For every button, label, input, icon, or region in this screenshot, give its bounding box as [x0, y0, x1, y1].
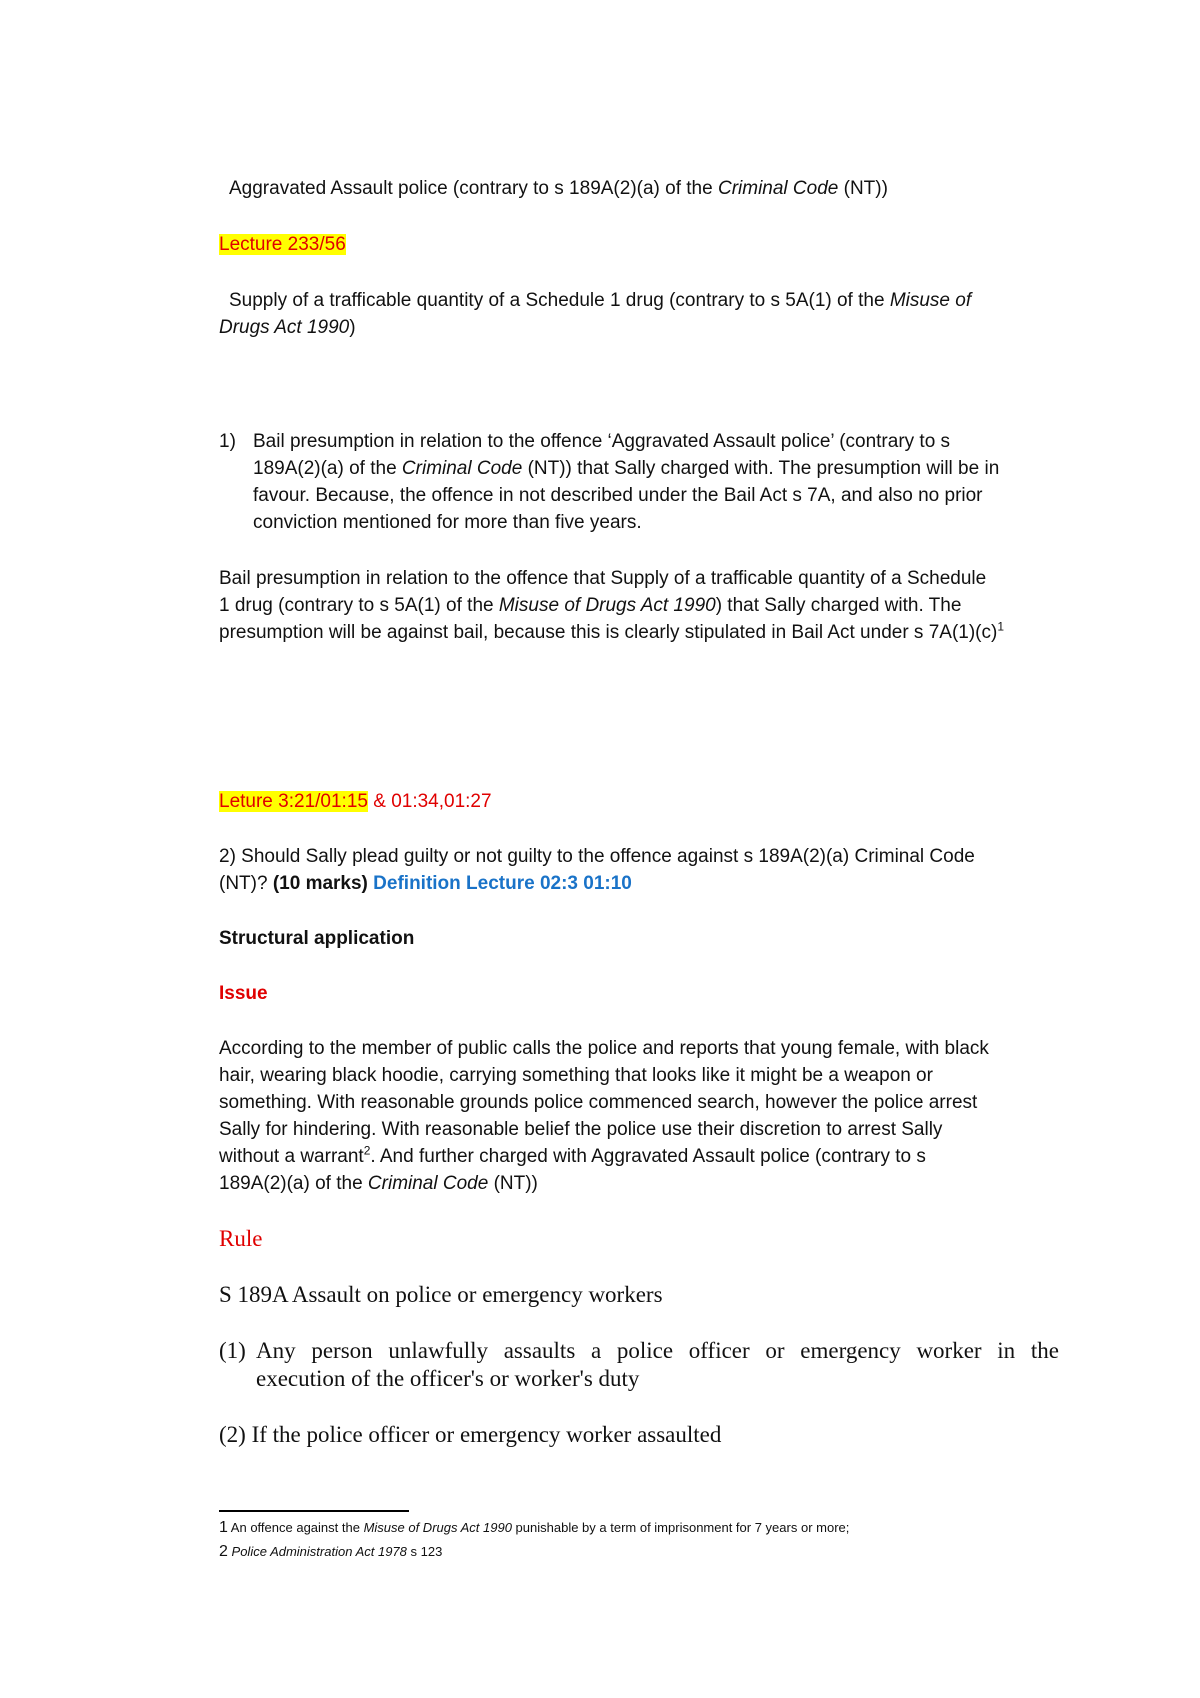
- para-text: 1 drug (contrary to s 5A(1) of the: [219, 595, 499, 616]
- act-name-part-1: Misuse of: [889, 290, 972, 311]
- footnote-number: 1: [219, 1519, 228, 1536]
- q2-line-1: 2) Should Sally plead guilty or not guilty to the offence against s 189A(2)(a) Criminal Code: [219, 846, 975, 867]
- lecture-reference-2: [219, 788, 1059, 815]
- act-name: Criminal Code: [367, 1173, 489, 1194]
- issue-text: 189A(2)(a) of the: [219, 1173, 368, 1194]
- issue-text-end: (NT)): [488, 1173, 538, 1194]
- footnote-1: [219, 1518, 1079, 1538]
- q2-line-2: [219, 870, 1059, 897]
- marks-label: (10 marks): [272, 873, 368, 894]
- para2-line-2: [219, 592, 1059, 619]
- heading-text-end: (NT)): [838, 178, 888, 199]
- rule-heading: Rule: [219, 1226, 263, 1251]
- issue-text: without a warrant: [219, 1146, 364, 1167]
- offence-heading-supply-cont: [219, 314, 1059, 341]
- footnote-number: 2: [219, 1543, 228, 1560]
- issue-line-4: Sally for hindering. With reasonable belief the police use their discretion to arrest Sally: [219, 1119, 943, 1140]
- offence-heading-aggravated-assault: [229, 175, 1069, 202]
- q1-number: 1): [219, 431, 236, 452]
- footnote-separator: [219, 1510, 409, 1512]
- sub1-line-2: execution of the officer's or worker's duty: [256, 1366, 640, 1391]
- act-name: Misuse of Drugs Act 1990: [363, 1520, 512, 1535]
- footnote-ref-1[interactable]: 1: [997, 619, 1005, 634]
- issue-line-6: [219, 1170, 1059, 1197]
- structural-application-heading: Structural application: [219, 928, 415, 949]
- q1-text-end: (NT)) that Sally charged with. The presumption will be in: [522, 458, 1000, 479]
- footnote-2: [219, 1542, 1079, 1562]
- q1-line-1: Bail presumption in relation to the offence ‘Aggravated Assault police’ (contrary to s: [253, 431, 951, 452]
- section-189a-title: S 189A Assault on police or emergency workers: [219, 1282, 663, 1307]
- act-name-part-2: Drugs Act 1990: [219, 317, 350, 338]
- para-text: presumption will be against bail, because this is clearly stipulated in Bail Act under s 7A(1)(c): [219, 622, 998, 643]
- issue-line-5: [219, 1143, 1059, 1170]
- sub1-number: (1): [219, 1338, 246, 1363]
- issue-line-2: hair, wearing black hoodie, carrying something that looks like it might be a weapon or: [219, 1065, 933, 1086]
- lecture-timestamps: & 01:34,01:27: [367, 791, 492, 812]
- act-name: Misuse of Drugs Act 1990: [498, 595, 716, 616]
- act-name: Criminal Code: [401, 458, 523, 479]
- para2-line-3: [219, 619, 1059, 646]
- issue-text-end: . And further charged with Aggravated Assault police (contrary to s: [370, 1146, 926, 1167]
- para-text-end: ) that Sally charged with. The: [715, 595, 962, 616]
- q1-line-2: [253, 455, 1093, 482]
- issue-line-3: something. With reasonable grounds police commenced search, however the police arrest: [219, 1092, 978, 1113]
- highlighted-lecture-ref: Lecture 233/56: [219, 234, 346, 255]
- highlighted-lecture-ref: Leture 3:21/01:15: [219, 791, 368, 812]
- q1-text: 189A(2)(a) of the: [253, 458, 402, 479]
- issue-line-1: According to the member of public calls the police and reports that young female, with black: [219, 1038, 989, 1059]
- q2-text: (NT)?: [219, 873, 273, 894]
- footnote-text: An offence against the: [227, 1520, 364, 1535]
- act-name: Criminal Code: [717, 178, 839, 199]
- para2-line-1: Bail presumption in relation to the offence that Supply of a trafficable quantity of a Schedule: [219, 568, 987, 589]
- footnote-ref-2[interactable]: 2: [363, 1143, 371, 1158]
- q1-line-4: conviction mentioned for more than five years.: [253, 512, 642, 533]
- lecture-reference-1: [219, 231, 1059, 258]
- definition-lecture-ref: Definition Lecture 02:3 01:10: [367, 873, 632, 894]
- issue-heading: Issue: [219, 983, 268, 1004]
- act-name: Police Administration Act 1978: [231, 1544, 407, 1559]
- q1-line-3: favour. Because, the offence in not described under the Bail Act s 7A, and also no prior: [253, 485, 983, 506]
- footnote-text-end: punishable by a term of imprisonment for 7 years or more;: [511, 1520, 850, 1535]
- heading-text: Supply of a trafficable quantity of a Schedule 1 drug (contrary to s 5A(1) of the: [229, 290, 890, 311]
- footnote-text-end: s 123: [406, 1544, 443, 1559]
- sub1-line-1: Any person unlawfully assaults a police officer or emergency worker in the: [256, 1338, 1059, 1363]
- heading-text: Aggravated Assault police (contrary to s 189A(2)(a) of the: [229, 178, 718, 199]
- heading-text-end: ): [349, 317, 356, 338]
- offence-heading-supply: [229, 287, 1069, 314]
- sub2-line: (2) If the police officer or emergency worker assaulted: [219, 1422, 722, 1447]
